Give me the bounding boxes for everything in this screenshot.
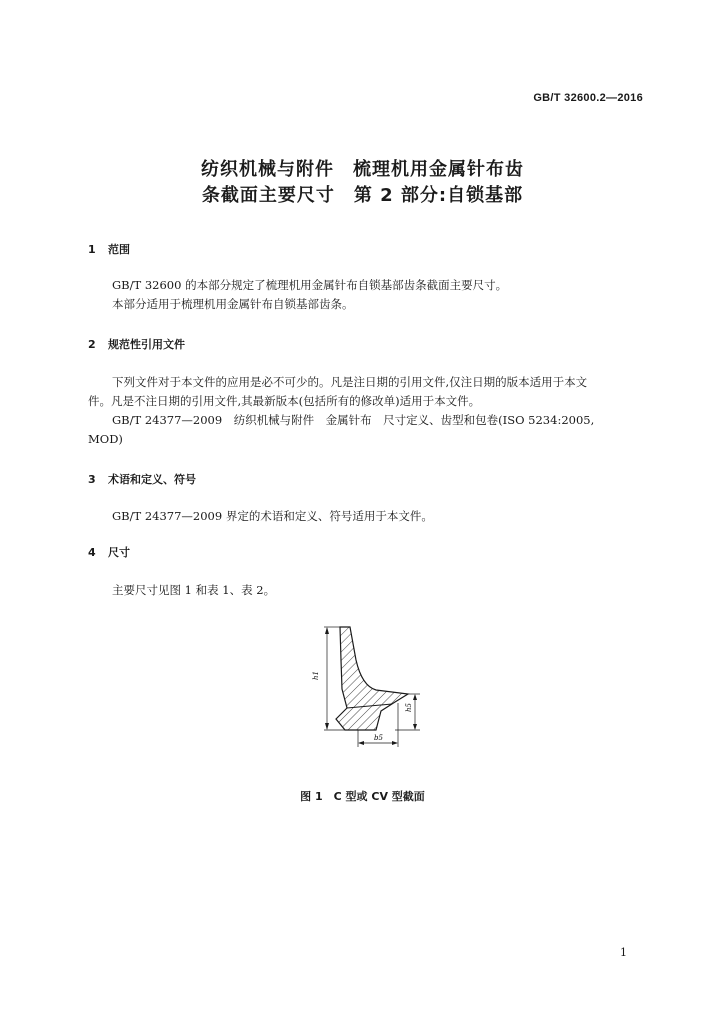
document-title-line-1: 纺织机械与附件 梳理机用金属针布齿	[201, 159, 524, 180]
h1-arrow-top	[325, 627, 329, 634]
section-title: 尺寸	[108, 546, 130, 559]
h5-label: h5	[405, 703, 413, 712]
normative-reference-line-2: MOD)	[88, 432, 123, 446]
b5-arrow-left	[358, 741, 364, 745]
tooth-profile-section	[336, 627, 408, 730]
section-2-paragraph-line-2: 件。凡是不注日期的引用文件,其最新版本(包括所有的修改单)适用于本文件。	[88, 394, 481, 408]
h5-arrow-top	[413, 694, 417, 700]
section-title: 规范性引用文件	[108, 338, 185, 351]
section-number: 4	[88, 546, 96, 559]
normative-reference-line-1: GB/T 24377—2009 纺织机械与附件 金属针布 尺寸定义、齿型和包卷(ISO 5234:2005,	[112, 413, 595, 427]
standard-code: GB/T 32600.2—2016	[533, 92, 643, 104]
section-number: 1	[88, 243, 96, 256]
page-number: 1	[620, 946, 627, 959]
section-number: 2	[88, 338, 96, 351]
b5-arrow-right	[392, 741, 398, 745]
section-4-paragraph-1: 主要尺寸见图 1 和表 1、表 2。	[112, 583, 276, 597]
document-title-line-2: 条截面主要尺寸 第 2 部分:自锁基部	[201, 185, 524, 206]
section-2-paragraph-line-1: 下列文件对于本文件的应用是必不可少的。凡是注日期的引用文件,仅注日期的版本适用于本文	[112, 375, 588, 389]
h1-arrow-bottom	[325, 723, 329, 730]
h5-arrow-bottom	[413, 724, 417, 730]
h1-label: h1	[312, 671, 320, 680]
b5-label: b5	[374, 734, 383, 742]
section-title: 术语和定义、符号	[108, 473, 196, 486]
section-1-paragraph-2: 本部分适用于梳理机用金属针布自锁基部齿条。	[112, 297, 354, 311]
section-number: 3	[88, 473, 96, 486]
section-1-paragraph-1: GB/T 32600 的本部分规定了梳理机用金属针布自锁基部齿条截面主要尺寸。	[112, 278, 508, 292]
figure-caption: 图 1 C 型或 CV 型截面	[300, 790, 425, 803]
section-title: 范围	[108, 243, 130, 256]
section-3-paragraph-1: GB/T 24377—2009 界定的术语和定义、符号适用于本文件。	[112, 509, 433, 523]
